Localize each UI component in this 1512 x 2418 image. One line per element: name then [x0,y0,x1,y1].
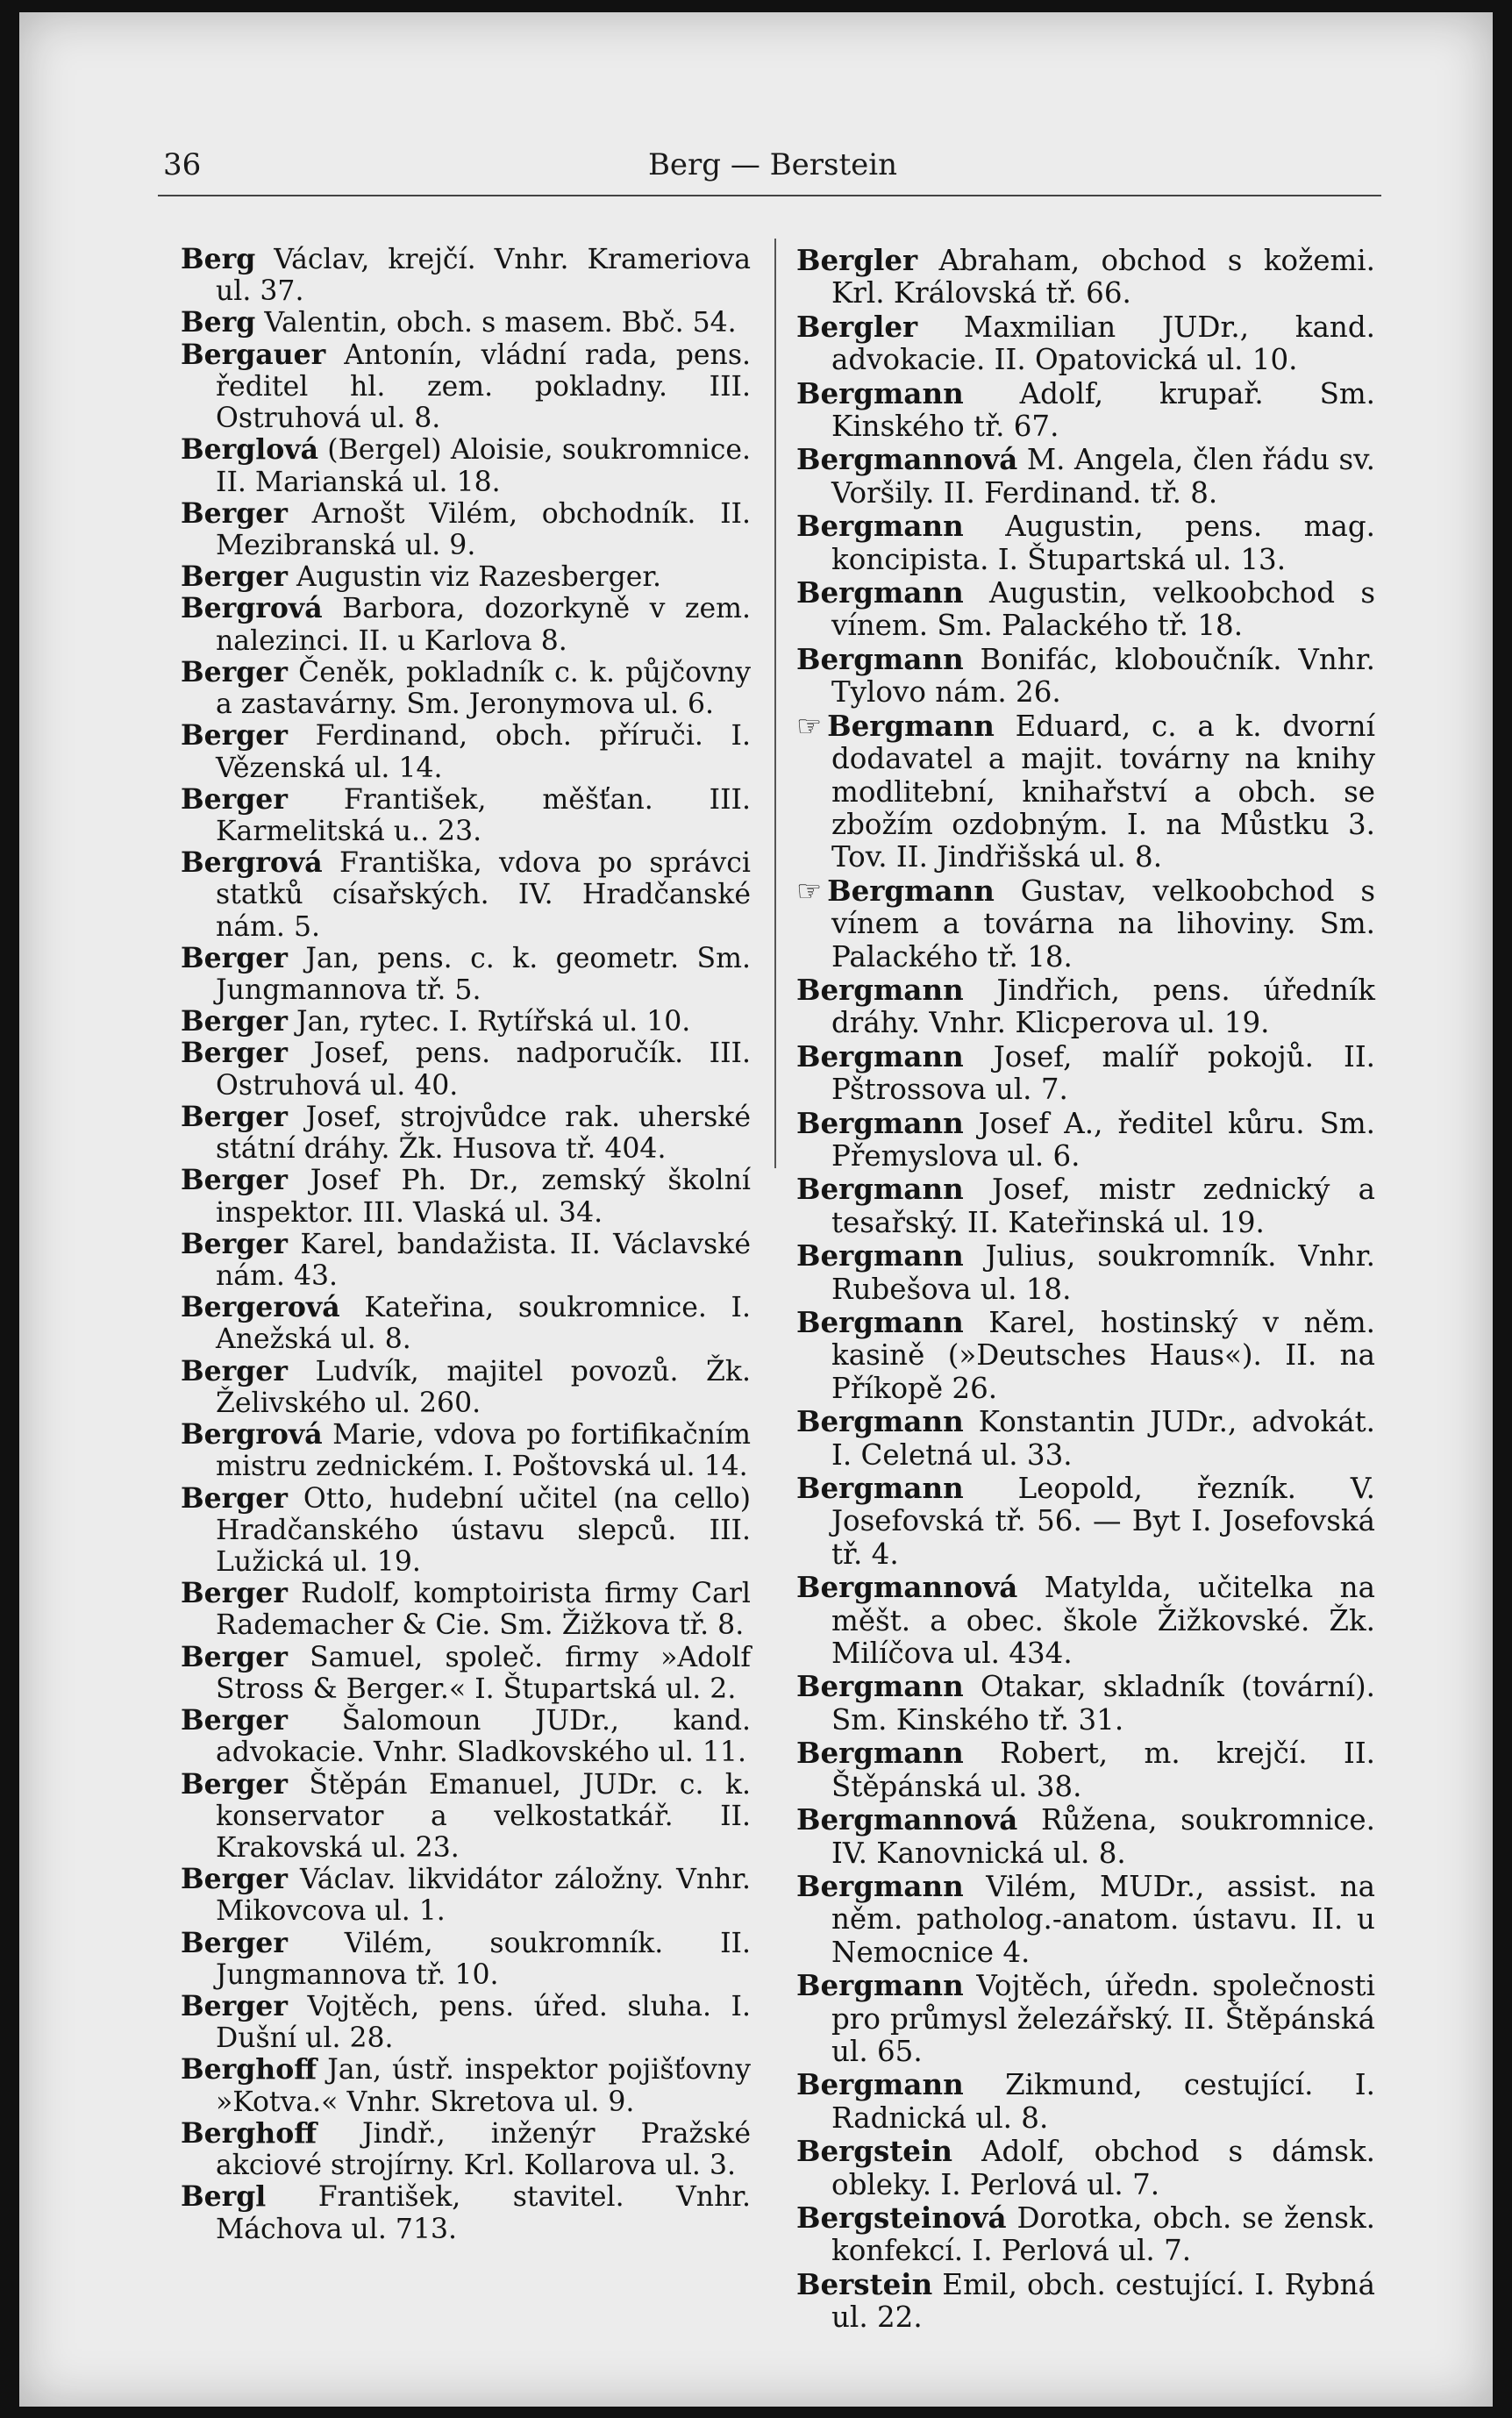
entry-details: Václav, krejčí. Vnhr. Krameriova ul. 37. [216,244,752,308]
directory-entry [181,847,751,943]
entry-details: Václav. likvidátor záložny. Vnhr. Mikovcova ul. 1. [216,1864,751,1928]
directory-entry [796,1571,1375,1670]
entry-surname: Berg [181,306,256,339]
entry-surname: Bergmannová [796,1570,1018,1605]
entry-details: Vilém, soukromník. II. Jungmannova tř. 10. [216,1927,751,1991]
entry-details: Augustin viz Razesberger. [296,561,662,594]
entry-details: Gustav, velkoobchod s vínem a továrna na lihoviny. Sm. Palackého tř. 18. [831,874,1375,974]
directory-entry [796,1472,1375,1571]
pointing-hand-icon: ☞ [796,874,823,908]
directory-entry [181,1864,751,1927]
entry-details: Františka, vdova po správci statků císařských. IV. Hradčanské nám. 5. [216,847,752,943]
entry-details: Zikmund, cestující. I. Radnická ul. 8. [831,2068,1375,2135]
entry-surname: Bergmann [796,575,964,610]
entry-details: Ludvík, majitel povozů. Žk. Želivského ul. 260. [216,1355,751,1419]
directory-entry [181,561,751,593]
entry-details: Jan, pens. c. k. geometr. Sm. Jungmannova tř. 5. [216,942,752,1007]
entry-details: Emil, obch. cestující. I. Rybná ul. 22. [831,2267,1375,2335]
directory-entry [796,874,1375,974]
directory-entry [796,1173,1375,1239]
directory-entry [796,1737,1375,1803]
page-header [163,144,1382,188]
entry-surname: Bergmann [827,873,995,908]
entry-surname: Berger [181,1640,288,1673]
entry-surname: Berger [181,1926,288,1959]
entry-surname: Berstein [796,2266,933,2301]
entry-surname: Bergmann [796,1238,964,1273]
entry-details: Antonín, vládní rada, pens. ředitel hl. zem. pokladny. III. Ostruhová ul. 8. [216,339,751,435]
entry-details: Bonifác, kloboučník. Vnhr. Tylovo nám. 26. [831,642,1375,710]
entry-surname: Bergmannová [796,1802,1018,1837]
entry-details: Augustin, pens. mag. koncipista. I. Štupartská ul. 13. [831,510,1375,576]
directory-entry [181,2118,751,2181]
directory-entry [181,943,751,1006]
entry-surname: Berger [181,1577,288,1610]
directory-entry [181,1769,751,1865]
entry-details: Rudolf, komptoirista firmy Carl Rademacher & Cie. Sm. Žižkova tř. 8. [216,1578,751,1642]
entry-details: Vojtěch, úředn. společnosti pro průmysl železářský. II. Štěpánská ul. 65. [831,1969,1375,2068]
header-rule [158,195,1381,196]
entry-surname: Bergmann [827,708,995,743]
entry-surname: Berger [181,1704,288,1737]
entry-surname: Berger [181,782,288,816]
entry-surname: Bergmann [796,1038,964,1073]
directory-entry [796,443,1375,510]
entry-surname: Bergmann [796,1172,964,1207]
entry-details: Robert, m. krejčí. II. Štěpánská ul. 38. [831,1737,1375,1803]
entry-surname: Berger [181,560,288,594]
entry-surname: Berghoff [181,2053,317,2086]
directory-entry [796,2201,1375,2268]
entry-surname: Berger [181,1354,288,1387]
entry-details: Marie, vdova po fortifikačním mistru zednickém. I. Poštovská ul. 14. [216,1419,752,1483]
entry-surname: Berger [181,496,288,530]
entry-details: Adolf, obchod s dámsk. obleky. I. Perlová ul. 7. [831,2135,1375,2201]
directory-entry [796,310,1375,377]
directory-entry [181,1356,751,1419]
entry-surname: Bergstein [796,2134,952,2169]
directory-entry [181,498,751,561]
entry-surname: Bergmann [796,972,964,1007]
entry-details: Josef A., ředitel kůru. Sm. Přemyslova ul. 6. [831,1106,1375,1173]
directory-entry [181,1483,751,1579]
entry-details: Konstantin JUDr., advokát. I. Celetná ul. 33. [831,1405,1375,1472]
directory-entry [796,974,1375,1040]
entry-surname: Bergmann [796,2067,964,2102]
entry-surname: Bergmann [796,509,964,544]
entry-details: Šalomoun JUDr., kand. advokacie. Vnhr. Sladkovského ul. 11. [216,1705,751,1769]
entry-surname: Berger [181,719,288,753]
directory-entry [181,1705,751,1768]
entry-surname: Bergmann [796,1105,964,1140]
directory-entry [181,2054,751,2117]
directory-entry [181,1642,751,1705]
entry-details: Jindř., inženýr Pražské akciové strojírny. Krl. Kollarova ul. 3. [216,2117,751,2182]
entry-surname: Berg [181,243,256,275]
entry-surname: Bergmann [796,1404,964,1439]
directory-entry [181,1578,751,1641]
entry-details: Karel, hostinský v něm. kasině (»Deutsches Haus«). II. na Příkopě 26. [831,1306,1375,1405]
directory-entry [181,784,751,847]
directory-entry [181,307,751,339]
directory-entry [796,1405,1375,1472]
directory-entry [181,1038,751,1101]
entry-details: Vojtěch, pens. úřed. sluha. I. Dušní ul. 28. [216,1991,751,2055]
entry-surname: Bergrová [181,1418,323,1452]
entry-details: Růžena, soukromnice. IV. Kanovnická ul. 8. [831,1803,1375,1870]
directory-entry [796,1870,1375,1969]
directory-entry [796,1306,1375,1405]
directory-entry [181,720,751,783]
directory-entry [796,510,1375,576]
entry-details: Samuel, společ. firmy »Adolf Stross & Berger.« I. Štupartská ul. 2. [216,1641,751,1705]
entry-surname: Bergmann [796,375,964,410]
entry-surname: Berghoff [181,2116,317,2150]
directory-entry [181,1229,751,1292]
entry-details: František, měšťan. III. Karmelitská u.. 23. [216,783,752,847]
entry-details: Kateřina, soukromnice. I. Anežská ul. 8. [216,1292,751,1356]
entry-details: Čeněk, pokladník c. k. půjčovny a zastavárny. Sm. Jeronymova ul. 6. [216,656,752,721]
entry-surname: Berger [181,1767,288,1801]
directory-entry [181,1991,751,2054]
page-number: 36 [163,147,202,182]
entry-details: Josef, malíř pokojů. II. Pštrossova ul. 7. [831,1039,1375,1107]
pointing-hand-icon: ☞ [796,709,823,743]
entry-surname: Bergerová [181,1291,340,1324]
directory-entry [796,2068,1375,2135]
entry-surname: Berglová [181,433,318,467]
entry-surname: Bergler [796,243,918,277]
directory-entry [181,1419,751,1482]
column-divider [774,239,776,1168]
directory-entry [181,434,751,497]
entry-surname: Bergmann [796,1471,964,1506]
entry-details: Josef, mistr zednický a tesařský. II. Kateřinská ul. 19. [831,1173,1375,1239]
entry-details: Maxmilian JUDr., kand. advokacie. II. Opatovická ul. 10. [831,310,1375,377]
right-column [796,244,1375,2335]
entry-details: Augustin, velkoobchod s vínem. Sm. Palackého tř. 18. [831,576,1375,643]
running-head: Berg — Berstein [647,147,898,182]
entry-surname: Bergmann [796,1968,964,2003]
entry-surname: Berger [181,1037,288,1070]
entry-surname: Berger [181,1481,288,1515]
directory-entry [796,1239,1375,1306]
entry-surname: Berger [181,1227,288,1260]
entry-details: Arnošt Vilém, obchodník. II. Mezibranská ul. 9. [216,497,752,561]
entry-details: František, stavitel. Vnhr. Máchova ul. 713. [216,2181,751,2245]
entry-surname: Bergmann [796,641,964,676]
left-column [181,244,751,2245]
directory-entry [181,244,751,307]
entry-surname: Berger [181,1863,288,1896]
entry-surname: Bergler [796,309,918,344]
directory-entry [181,593,751,656]
entry-surname: Bergmann [796,1736,964,1771]
entry-details: Štěpán Emanuel, JUDr. c. k. konservator a velkostatkář. II. Krakovská ul. 23. [216,1768,751,1864]
entry-surname: Bergmann [796,1868,964,1903]
entry-surname: Bergrová [181,846,323,880]
directory-entry [796,377,1375,444]
directory-entry [796,576,1375,643]
entry-details: Leopold, řezník. V. Josefovská tř. 56. — Byt I. Josefovská tř. 4. [831,1472,1375,1571]
entry-surname: Bergmann [796,1669,964,1704]
entry-surname: Berger [181,655,288,688]
entry-details: Eduard, c. a k. dvorní dodavatel a majit. továrny na knihy modlitební, knihařství a obch. se zbožím ozdobným. I. na Můstku 3. Tov. II. Jindřišská ul. 8. [831,709,1375,874]
entry-details: Dorotka, obch. se žensk. konfekcí. I. Perlová ul. 7. [831,2200,1375,2268]
entry-details: (Bergel) Aloisie, soukromnice. II. Marianská ul. 18. [216,434,751,498]
entry-details: Abraham, obchod s kožemi. Krl. Královská tř. 66. [831,244,1375,310]
entry-details: Julius, soukromník. Vnhr. Rubešova ul. 18. [831,1239,1375,1306]
entry-details: Valentin, obch. s masem. Bbč. 54. [264,307,737,339]
entry-details: Ferdinand, obch. příruči. I. Vězenská ul. 14. [216,720,751,784]
directory-entry [181,1292,751,1355]
entry-surname: Berger [181,1164,288,1197]
entry-surname: Bergl [181,2180,267,2214]
entry-details: M. Angela, člen řádu sv. Voršily. II. Ferdinand. tř. 8. [831,443,1375,510]
entry-details: Jan, ústř. inspektor pojišťovny »Kotva.« Vnhr. Skretova ul. 9. [216,2054,751,2118]
directory-entry [796,1040,1375,1107]
entry-surname: Berger [181,1990,288,2023]
directory-entry [181,657,751,720]
directory-entry [181,1165,751,1228]
entry-surname: Berger [181,941,288,974]
entry-surname: Berger [181,1005,288,1038]
entry-surname: Bergmannová [796,442,1018,477]
entry-surname: Bergrová [181,592,323,625]
entry-details: Matylda, učitelka na měšt. a obec. škole Žižkovské. Žk. Milíčova ul. 434. [831,1571,1375,1671]
entry-details: Otto, hudební učitel (na cello) Hradčanského ústavu slepců. III. Lužická ul. 19. [216,1482,752,1578]
directory-entry [796,643,1375,710]
entry-surname: Bergauer [181,338,326,371]
entry-details: Josef, pens. nadporučík. III. Ostruhová ul. 40. [216,1038,752,1102]
entry-details: Adolf, krupař. Sm. Kinského tř. 67. [831,376,1375,444]
entry-details: Karel, bandažista. II. Václavské nám. 43. [216,1228,752,1292]
directory-entry [796,1969,1375,2068]
entry-surname: Bergmann [796,1305,964,1339]
directory-entry [181,1928,751,1991]
directory-entry [796,1107,1375,1173]
entry-details: Josef Ph. Dr., zemský školní inspektor. III. Vlaská ul. 34. [216,1165,751,1229]
directory-entry [181,339,751,435]
directory-entry [796,710,1375,874]
entry-details: Jan, rytec. I. Rytířská ul. 10. [296,1006,691,1038]
directory-entry [181,1102,751,1165]
directory-entry [796,2135,1375,2201]
entry-details: Josef, strojvůdce rak. uherské státní dráhy. Žk. Husova tř. 404. [216,1101,751,1166]
directory-entry [796,1803,1375,1870]
entry-surname: Berger [181,1100,288,1133]
directory-entry [796,2268,1375,2335]
entry-details: Vilém, MUDr., assist. na něm. patholog.-anatom. ústavu. II. u Nemocnice 4. [831,1869,1375,1969]
entry-surname: Bergsteinová [796,2200,1007,2235]
directory-entry [796,244,1375,310]
directory-entry [181,2181,751,2244]
entry-details: Otakar, skladník (tovární). Sm. Kinského tř. 31. [831,1670,1375,1737]
directory-entry [181,1006,751,1038]
directory-entry [796,1670,1375,1737]
entry-details: Jindřich, pens. úředník dráhy. Vnhr. Klicperova ul. 19. [831,973,1375,1040]
entry-details: Barbora, dozorkyně v zem. nalezinci. II. u Karlova 8. [216,593,752,657]
